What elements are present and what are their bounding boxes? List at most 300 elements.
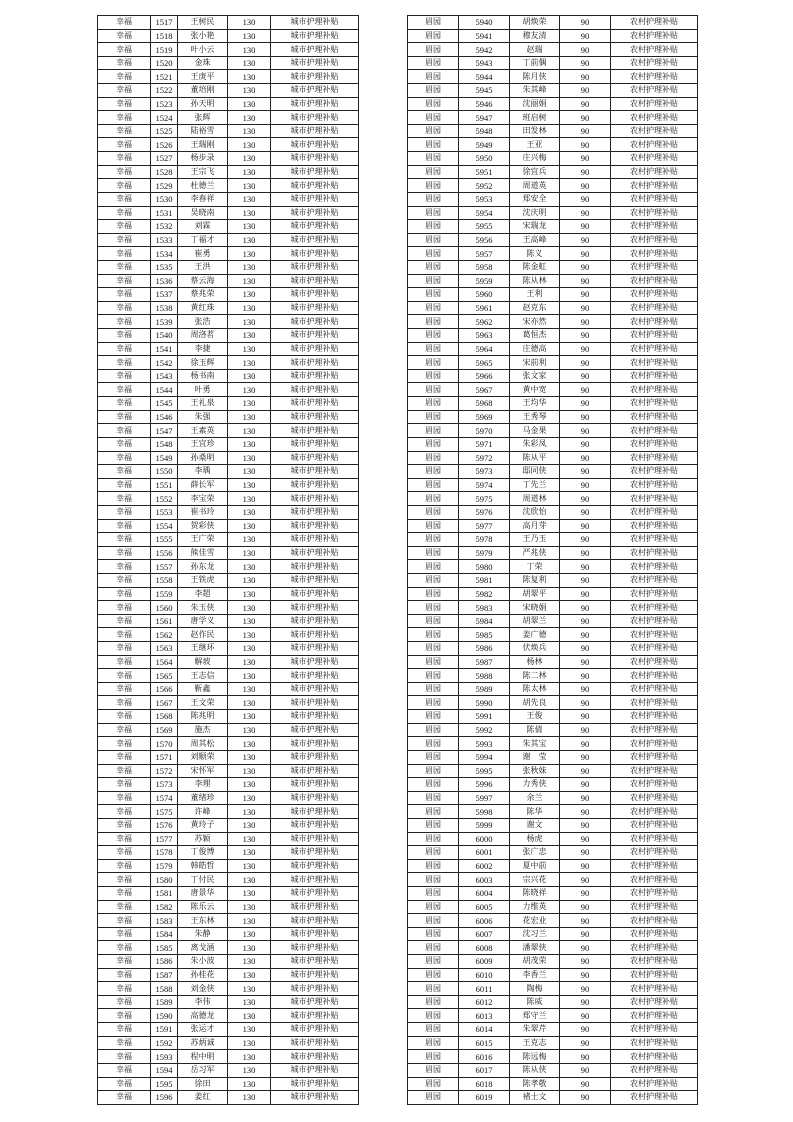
category-cell: 农村护理补贴 <box>611 546 698 560</box>
category-cell: 农村护理补贴 <box>611 560 698 574</box>
table-row <box>98 723 359 737</box>
table-row <box>98 601 359 615</box>
category-cell: 农村护理补贴 <box>611 1050 698 1064</box>
name-cell: 宋前利 <box>510 356 560 370</box>
id-cell: 1556 <box>151 546 178 560</box>
category-cell: 城市护理补贴 <box>271 846 359 860</box>
id-cell: 5948 <box>459 124 510 138</box>
name-cell: 王宗飞 <box>178 165 228 179</box>
amount-cell: 90 <box>560 982 611 996</box>
name-cell: 王树民 <box>178 16 228 30</box>
table-row <box>408 424 698 438</box>
category-cell: 城市护理补贴 <box>271 737 359 751</box>
category-cell: 农村护理补贴 <box>611 410 698 424</box>
region-cell: 幸福 <box>98 601 151 615</box>
region-cell: 眉园 <box>408 927 459 941</box>
id-cell: 6019 <box>459 1091 510 1105</box>
amount-cell: 90 <box>560 1009 611 1023</box>
table-row <box>98 342 359 356</box>
table-row <box>98 900 359 914</box>
region-cell: 眉园 <box>408 233 459 247</box>
amount-cell: 130 <box>228 478 271 492</box>
table-row <box>98 260 359 274</box>
table-row <box>98 451 359 465</box>
table-row <box>408 138 698 152</box>
region-cell: 幸福 <box>98 955 151 969</box>
amount-cell: 130 <box>228 587 271 601</box>
amount-cell: 130 <box>228 560 271 574</box>
table-row <box>408 533 698 547</box>
table-row <box>408 206 698 220</box>
id-cell: 1544 <box>151 383 178 397</box>
name-cell: 胡焕荣 <box>510 16 560 30</box>
category-cell: 农村护理补贴 <box>611 573 698 587</box>
name-cell: 王高峰 <box>510 233 560 247</box>
table-row <box>98 397 359 411</box>
region-cell: 幸福 <box>98 260 151 274</box>
region-cell: 幸福 <box>98 220 151 234</box>
amount-cell: 130 <box>228 873 271 887</box>
id-cell: 5962 <box>459 315 510 329</box>
amount-cell: 130 <box>228 1091 271 1105</box>
id-cell: 5960 <box>459 288 510 302</box>
table-row <box>408 247 698 261</box>
region-cell: 眉园 <box>408 301 459 315</box>
table-row <box>408 410 698 424</box>
id-cell: 5988 <box>459 669 510 683</box>
name-cell: 沈欣怡 <box>510 505 560 519</box>
amount-cell: 90 <box>560 29 611 43</box>
region-cell: 眉园 <box>408 655 459 669</box>
table-row <box>98 1036 359 1050</box>
name-cell: 张浩 <box>178 315 228 329</box>
amount-cell: 130 <box>228 315 271 329</box>
name-cell: 徐玉辉 <box>178 356 228 370</box>
amount-cell: 90 <box>560 1023 611 1037</box>
amount-cell: 130 <box>228 737 271 751</box>
table-row <box>408 165 698 179</box>
category-cell: 城市护理补贴 <box>271 465 359 479</box>
table-row <box>98 696 359 710</box>
id-cell: 1519 <box>151 43 178 57</box>
region-cell: 幸福 <box>98 356 151 370</box>
amount-cell: 90 <box>560 492 611 506</box>
region-cell: 眉园 <box>408 968 459 982</box>
id-cell: 1529 <box>151 179 178 193</box>
name-cell: 崔勇 <box>178 247 228 261</box>
category-cell: 农村护理补贴 <box>611 397 698 411</box>
region-cell: 幸福 <box>98 465 151 479</box>
amount-cell: 130 <box>228 764 271 778</box>
id-cell: 5989 <box>459 682 510 696</box>
id-cell: 1588 <box>151 982 178 996</box>
table-row <box>408 818 698 832</box>
region-cell: 眉园 <box>408 342 459 356</box>
name-cell: 唐景华 <box>178 887 228 901</box>
region-cell: 眉园 <box>408 465 459 479</box>
table-row <box>98 968 359 982</box>
category-cell: 农村护理补贴 <box>611 995 698 1009</box>
amount-cell: 90 <box>560 1036 611 1050</box>
name-cell: 葛恒杰 <box>510 329 560 343</box>
table-row <box>408 573 698 587</box>
table-row <box>98 750 359 764</box>
amount-cell: 130 <box>228 941 271 955</box>
id-cell: 1532 <box>151 220 178 234</box>
category-cell: 农村护理补贴 <box>611 642 698 656</box>
table-row <box>98 546 359 560</box>
id-cell: 1587 <box>151 968 178 982</box>
name-cell: 高德龙 <box>178 1009 228 1023</box>
category-cell: 农村护理补贴 <box>611 737 698 751</box>
id-cell: 1531 <box>151 206 178 220</box>
category-cell: 城市护理补贴 <box>271 451 359 465</box>
region-cell: 幸福 <box>98 274 151 288</box>
amount-cell: 90 <box>560 206 611 220</box>
table-row <box>408 737 698 751</box>
region-cell: 眉园 <box>408 478 459 492</box>
amount-cell: 90 <box>560 560 611 574</box>
region-cell: 眉园 <box>408 955 459 969</box>
id-cell: 1549 <box>151 451 178 465</box>
region-cell: 眉园 <box>408 1023 459 1037</box>
table-row <box>408 614 698 628</box>
id-cell: 1546 <box>151 410 178 424</box>
region-cell: 幸福 <box>98 764 151 778</box>
amount-cell: 130 <box>228 329 271 343</box>
name-cell: 孙东龙 <box>178 560 228 574</box>
id-cell: 5995 <box>459 764 510 778</box>
category-cell: 农村护理补贴 <box>611 1091 698 1105</box>
id-cell: 1575 <box>151 805 178 819</box>
category-cell: 农村护理补贴 <box>611 914 698 928</box>
id-cell: 5986 <box>459 642 510 656</box>
category-cell: 农村护理补贴 <box>611 124 698 138</box>
amount-cell: 90 <box>560 614 611 628</box>
category-cell: 城市护理补贴 <box>271 111 359 125</box>
id-cell: 5983 <box>459 601 510 615</box>
category-cell: 农村护理补贴 <box>611 220 698 234</box>
category-cell: 城市护理补贴 <box>271 669 359 683</box>
region-cell: 眉园 <box>408 764 459 778</box>
id-cell: 5953 <box>459 192 510 206</box>
table-row <box>98 43 359 57</box>
region-cell: 眉园 <box>408 124 459 138</box>
amount-cell: 130 <box>228 669 271 683</box>
amount-cell: 90 <box>560 43 611 57</box>
id-cell: 1537 <box>151 288 178 302</box>
region-cell: 幸福 <box>98 1036 151 1050</box>
name-cell: 沈习兰 <box>510 927 560 941</box>
region-cell: 眉园 <box>408 628 459 642</box>
name-cell: 杨步录 <box>178 152 228 166</box>
region-cell: 眉园 <box>408 505 459 519</box>
table-row <box>98 288 359 302</box>
category-cell: 农村护理补贴 <box>611 43 698 57</box>
id-cell: 1592 <box>151 1036 178 1050</box>
category-cell: 城市护理补贴 <box>271 165 359 179</box>
table-row <box>408 682 698 696</box>
id-cell: 1595 <box>151 1077 178 1091</box>
amount-cell: 130 <box>228 206 271 220</box>
region-cell: 眉园 <box>408 1063 459 1077</box>
id-cell: 1536 <box>151 274 178 288</box>
table-row <box>98 982 359 996</box>
name-cell: 王东林 <box>178 914 228 928</box>
amount-cell: 130 <box>228 778 271 792</box>
table-row <box>408 805 698 819</box>
id-cell: 1586 <box>151 955 178 969</box>
id-cell: 1527 <box>151 152 178 166</box>
name-cell: 陈孝敬 <box>510 1077 560 1091</box>
table-row <box>408 70 698 84</box>
region-cell: 幸福 <box>98 573 151 587</box>
name-cell: 朱强 <box>178 410 228 424</box>
region-cell: 眉园 <box>408 220 459 234</box>
amount-cell: 130 <box>228 492 271 506</box>
amount-cell: 90 <box>560 56 611 70</box>
name-cell: 王继环 <box>178 642 228 656</box>
table-row <box>98 764 359 778</box>
table-row <box>408 274 698 288</box>
id-cell: 1563 <box>151 642 178 656</box>
id-cell: 1538 <box>151 301 178 315</box>
amount-cell: 130 <box>228 927 271 941</box>
name-cell: 王宜珍 <box>178 437 228 451</box>
amount-cell: 130 <box>228 546 271 560</box>
region-cell: 幸福 <box>98 533 151 547</box>
name-cell: 王均华 <box>510 397 560 411</box>
category-cell: 城市护理补贴 <box>271 941 359 955</box>
region-cell: 眉园 <box>408 274 459 288</box>
category-cell: 农村护理补贴 <box>611 111 698 125</box>
table-row <box>408 478 698 492</box>
id-cell: 6017 <box>459 1063 510 1077</box>
category-cell: 农村护理补贴 <box>611 56 698 70</box>
amount-cell: 90 <box>560 710 611 724</box>
id-cell: 5963 <box>459 329 510 343</box>
amount-cell: 130 <box>228 288 271 302</box>
table-row <box>98 628 359 642</box>
name-cell: 朱静 <box>178 927 228 941</box>
region-cell: 眉园 <box>408 682 459 696</box>
id-cell: 5970 <box>459 424 510 438</box>
table-row <box>98 519 359 533</box>
amount-cell: 90 <box>560 465 611 479</box>
name-cell: 赵瑞 <box>510 43 560 57</box>
category-cell: 城市护理补贴 <box>271 696 359 710</box>
table-row <box>98 995 359 1009</box>
region-cell: 幸福 <box>98 16 151 30</box>
category-cell: 农村护理补贴 <box>611 723 698 737</box>
name-cell: 程中明 <box>178 1050 228 1064</box>
table-row <box>408 723 698 737</box>
id-cell: 1560 <box>151 601 178 615</box>
name-cell: 周其松 <box>178 737 228 751</box>
table-row <box>408 955 698 969</box>
amount-cell: 90 <box>560 16 611 30</box>
amount-cell: 90 <box>560 887 611 901</box>
id-cell: 1524 <box>151 111 178 125</box>
table-row <box>98 274 359 288</box>
amount-cell: 90 <box>560 179 611 193</box>
region-cell: 眉园 <box>408 1009 459 1023</box>
id-cell: 5941 <box>459 29 510 43</box>
name-cell: 岳习军 <box>178 1063 228 1077</box>
name-cell: 夏中前 <box>510 859 560 873</box>
amount-cell: 90 <box>560 260 611 274</box>
table-row <box>408 1050 698 1064</box>
table-row <box>98 383 359 397</box>
category-cell: 城市护理补贴 <box>271 70 359 84</box>
name-cell: 王瑞刚 <box>178 138 228 152</box>
category-cell: 城市护理补贴 <box>271 982 359 996</box>
id-cell: 1517 <box>151 16 178 30</box>
category-cell: 农村护理补贴 <box>611 846 698 860</box>
region-cell: 幸福 <box>98 710 151 724</box>
amount-cell: 130 <box>228 56 271 70</box>
name-cell: 李香兰 <box>510 968 560 982</box>
id-cell: 1520 <box>151 56 178 70</box>
id-cell: 5974 <box>459 478 510 492</box>
region-cell: 幸福 <box>98 818 151 832</box>
category-cell: 农村护理补贴 <box>611 342 698 356</box>
region-cell: 幸福 <box>98 982 151 996</box>
category-cell: 城市护理补贴 <box>271 478 359 492</box>
region-cell: 幸福 <box>98 1077 151 1091</box>
id-cell: 6007 <box>459 927 510 941</box>
name-cell: 唐学义 <box>178 614 228 628</box>
table-row <box>408 832 698 846</box>
name-cell: 宋晓娟 <box>510 601 560 615</box>
region-cell: 眉园 <box>408 573 459 587</box>
amount-cell: 130 <box>228 914 271 928</box>
amount-cell: 130 <box>228 832 271 846</box>
id-cell: 5998 <box>459 805 510 819</box>
amount-cell: 130 <box>228 274 271 288</box>
name-cell: 赵作民 <box>178 628 228 642</box>
name-cell: 陈华 <box>510 805 560 819</box>
name-cell: 高月芽 <box>510 519 560 533</box>
name-cell: 杨书南 <box>178 369 228 383</box>
category-cell: 农村护理补贴 <box>611 887 698 901</box>
name-cell: 杜德兰 <box>178 179 228 193</box>
id-cell: 5967 <box>459 383 510 397</box>
table-row <box>98 710 359 724</box>
id-cell: 1591 <box>151 1023 178 1037</box>
amount-cell: 90 <box>560 111 611 125</box>
id-cell: 1533 <box>151 233 178 247</box>
category-cell: 城市护理补贴 <box>271 84 359 98</box>
name-cell: 李捷 <box>178 342 228 356</box>
region-cell: 眉园 <box>408 260 459 274</box>
id-cell: 5961 <box>459 301 510 315</box>
amount-cell: 130 <box>228 710 271 724</box>
amount-cell: 90 <box>560 274 611 288</box>
region-cell: 眉园 <box>408 179 459 193</box>
amount-cell: 90 <box>560 778 611 792</box>
table-row <box>98 206 359 220</box>
amount-cell: 130 <box>228 805 271 819</box>
name-cell: 王铁虎 <box>178 573 228 587</box>
category-cell: 城市护理补贴 <box>271 1036 359 1050</box>
name-cell: 吴晓南 <box>178 206 228 220</box>
id-cell: 1582 <box>151 900 178 914</box>
table-row <box>98 329 359 343</box>
table-row <box>408 791 698 805</box>
region-cell: 眉园 <box>408 614 459 628</box>
region-cell: 幸福 <box>98 723 151 737</box>
region-cell: 眉园 <box>408 165 459 179</box>
name-cell: 李伟 <box>178 995 228 1009</box>
id-cell: 1565 <box>151 669 178 683</box>
amount-cell: 130 <box>228 955 271 969</box>
table-row <box>98 587 359 601</box>
category-cell: 城市护理补贴 <box>271 914 359 928</box>
table-row <box>408 56 698 70</box>
table-row <box>98 533 359 547</box>
name-cell: 朱彩凤 <box>510 437 560 451</box>
amount-cell: 90 <box>560 818 611 832</box>
category-cell: 城市护理补贴 <box>271 655 359 669</box>
category-cell: 城市护理补贴 <box>271 356 359 370</box>
name-cell: 胡茂荣 <box>510 955 560 969</box>
table-row <box>98 16 359 30</box>
region-cell: 眉园 <box>408 805 459 819</box>
id-cell: 5947 <box>459 111 510 125</box>
amount-cell: 90 <box>560 791 611 805</box>
id-cell: 5959 <box>459 274 510 288</box>
name-cell: 王礼泉 <box>178 397 228 411</box>
category-cell: 农村护理补贴 <box>611 70 698 84</box>
table-row <box>98 1077 359 1091</box>
region-cell: 眉园 <box>408 560 459 574</box>
region-cell: 幸福 <box>98 124 151 138</box>
category-cell: 城市护理补贴 <box>271 56 359 70</box>
name-cell: 胡翠平 <box>510 587 560 601</box>
table-row <box>98 179 359 193</box>
table-row <box>98 356 359 370</box>
table-row <box>408 1036 698 1050</box>
table-row <box>408 887 698 901</box>
amount-cell: 90 <box>560 900 611 914</box>
category-cell: 农村护理补贴 <box>611 233 698 247</box>
table-row <box>408 329 698 343</box>
category-cell: 城市护理补贴 <box>271 927 359 941</box>
id-cell: 5981 <box>459 573 510 587</box>
amount-cell: 90 <box>560 315 611 329</box>
id-cell: 1585 <box>151 941 178 955</box>
table-row <box>98 29 359 43</box>
table-row <box>98 465 359 479</box>
id-cell: 5955 <box>459 220 510 234</box>
region-cell: 幸福 <box>98 288 151 302</box>
amount-cell: 90 <box>560 832 611 846</box>
region-cell: 眉园 <box>408 818 459 832</box>
table-row <box>98 247 359 261</box>
region-cell: 幸福 <box>98 342 151 356</box>
table-row <box>408 859 698 873</box>
region-cell: 眉园 <box>408 914 459 928</box>
amount-cell: 130 <box>228 111 271 125</box>
id-cell: 1557 <box>151 560 178 574</box>
id-cell: 6008 <box>459 941 510 955</box>
category-cell: 农村护理补贴 <box>611 274 698 288</box>
id-cell: 5954 <box>459 206 510 220</box>
table-row <box>408 519 698 533</box>
category-cell: 城市护理补贴 <box>271 315 359 329</box>
category-cell: 农村护理补贴 <box>611 288 698 302</box>
